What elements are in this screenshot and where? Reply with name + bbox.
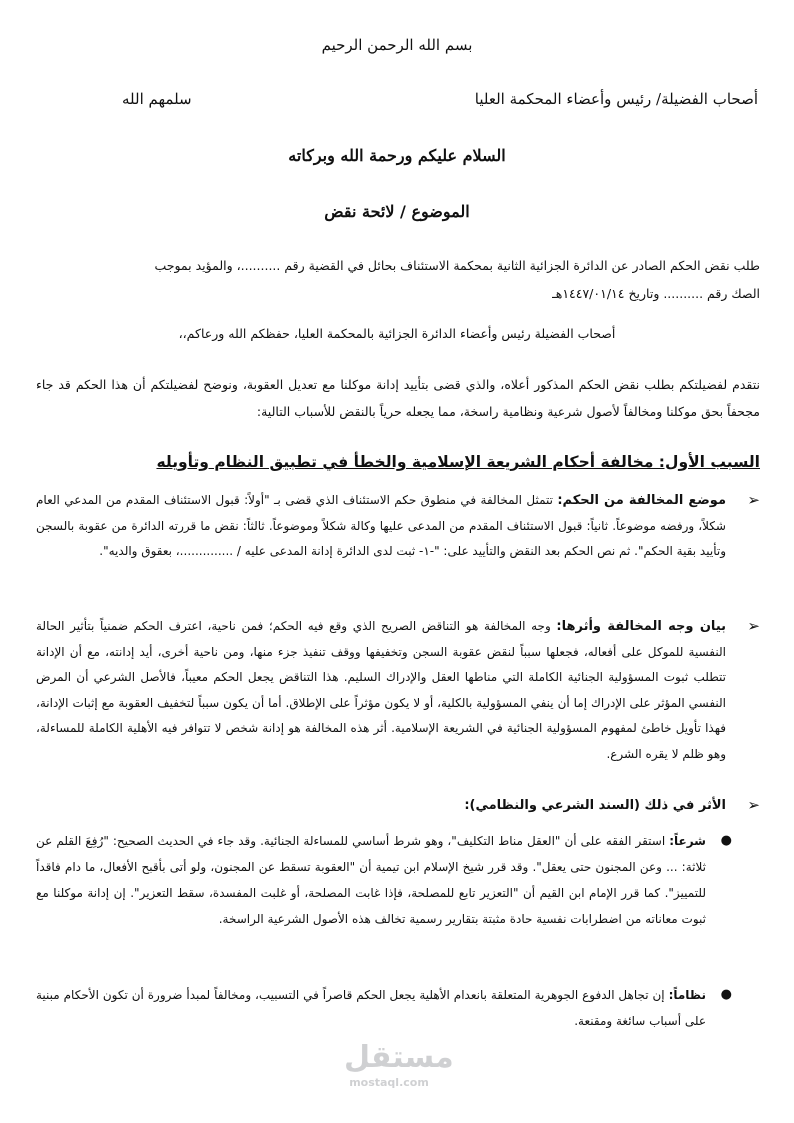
list-item (36, 793, 760, 819)
sub-bullet (36, 828, 732, 932)
watermark-latin: mostaql.com (349, 1076, 429, 1089)
item-label: موضع المخالفة من الحكم: (557, 493, 726, 508)
bullet-label: شرعاً: (669, 834, 706, 848)
bullet-text: استقر الفقه على أن "العقل مناط التكليف"، وهو شرط أساسي للمساءلة الجنائية. وقد جاء في الحديث الصحيح: "رُفِعَ القلم عن ثلاثة: ... وعن المجنون حتى يعقل". وقد قرر شيخ الإسلام ابن تيمية أن "العقوبة تسقط عن المجنون، ولو أتى بأقبح الأفعال، ما دام فاقداً للتمييز". كما قرر الإمام ابن القيم أن "التعزير تابع للمصلحة، فإذا غابت المصلحة، أو غلبت المفسدة، سقط التعزير". إن إدانة موكلنا مع ثبوت معاناته من اضطرابات نفسية حادة مثبتة بتقارير رسمية تخالف هذه الأصول الشرعية الراسخة. (36, 834, 706, 926)
request-line-1: طلب نقض الحكم الصادر عن الدائرة الجزائية الثانية بمحكمة الاستئناف بحائل في القضية رقم ..........، والمؤيد بموجب (154, 258, 760, 273)
salam-greeting: السلام عليكم ورحمة الله وبركاته (288, 146, 506, 165)
intro-paragraph: نتقدم لفضيلتكم بطلب نقض الحكم المذكور أعلاه، والذي قضى بتأييد إدانة موكلنا مع تعديل العقوبة، ونوضح لفضيلتكم أن هذا الحكم قد جاء مجحفاً بحق موكلنا ومخالفاً لأصول شرعية ونظامية راسخة، مما يجعله حرياً بالنقض للأسباب التالية: (36, 377, 760, 419)
list-item (36, 614, 760, 767)
sub-bullet (36, 982, 732, 1034)
arrow-bullet-icon: ➢ (747, 491, 760, 509)
subject-line: الموضوع / لائحة نقض (324, 202, 470, 221)
mostaql-watermark (344, 1040, 454, 1102)
request-line-2: الصك رقم .......... وتاريخ ١٤٤٧/٠١/١٤هـ (552, 286, 760, 301)
arrow-bullet-icon: ➢ (747, 617, 760, 635)
bullet-text: إن تجاهل الدفوع الجوهرية المتعلقة بانعدام الأهلية يجعل الحكم قاصراً في التسبيب، ومخالفاً لمبدأ ضرورة أن تكون الأحكام مبنية على أسباب سائغة ومقنعة. (36, 988, 706, 1028)
addressee-title: أصحاب الفضيلة/ رئيس وأعضاء المحكمة العليا (474, 90, 758, 108)
court-greeting: أصحاب الفضيلة رئيس وأعضاء الدائرة الجزائية بالمحكمة العليا، حفظكم الله ورعاكم،، (178, 326, 616, 341)
item-label: الأثر في ذلك (السند الشرعي والنظامي): (464, 798, 726, 813)
arrow-bullet-icon: ➢ (747, 796, 760, 814)
item-text: تتمثل المخالفة في منطوق حكم الاستئناف الذي قضى بـ "أولاً: قبول الاستئناف المقدم من المدعي العام شكلاً، ورفضه موضوعاً. ثانياً: قبول الاستئناف المقدم من المدعى عليها وكالة شكلاً وموضوعاً. ثالثاً: نقض ما قررته الدائرة من عقوبة بالسجن وتأييد بقية الحكم". ثم نص الحكم بعد النقض والتأييد على: "-١- ثبت لدى الدائرة إدانة المدعى عليه / ..............، بعقوق والديه". (36, 493, 726, 558)
bullet-dot-icon: ● (720, 833, 732, 848)
item-text: وجه المخالفة هو التناقض الصريح الذي وقع فيه الحكم؛ فمن ناحية، اعترف الحكم ضمنياً بتأثير الحالة النفسية للموكل على أفعاله، فجعلها سبباً لنقض عقوبة السجن وتخفيفها ووقف تنفيذ جزء منها، ومن ناحية أخرى، أيد إدانته، مع أن الإدانة تتطلب ثبوت المسؤولية الجنائية الكاملة التي مناطها العقل والإدراك السليم. هذا التناقض يجعل الحكم معيباً، فالأصل الشرعي أن المرض النفسي المؤثر على الإدراك إما أن ينفي المسؤولية بالكلية، أو لا يكون مؤثراً على الإطلاق. أما أن يكون سبباً لتخفيف العقوبة مع إثبات الإدانة، فهذا تأويل خاطئ لمفهوم المسؤولية الجنائية في الشريعة الإسلامية. أثر هذه المخالفة هو إدانة شخص لا تتوافر فيه الأهلية الكاملة للمساءلة، وهو ظلم لا يقره الشرع. (36, 619, 726, 761)
addressee-salutation: سلمهم الله (122, 90, 192, 108)
section-heading: السبب الأول: مخالفة أحكام الشريعة الإسلامية والخطأ في تطبيق النظام وتأويله (156, 453, 760, 471)
list-item (36, 488, 760, 565)
basmala: بسم الله الرحمن الرحيم (321, 36, 473, 54)
bullet-dot-icon: ● (720, 987, 732, 1002)
bullet-label: نظاماً: (668, 988, 706, 1002)
watermark-arabic: مستقل (344, 1040, 454, 1075)
request-paragraph (36, 252, 760, 308)
item-label: بيان وجه المخالفة وأثرها: (556, 619, 727, 634)
